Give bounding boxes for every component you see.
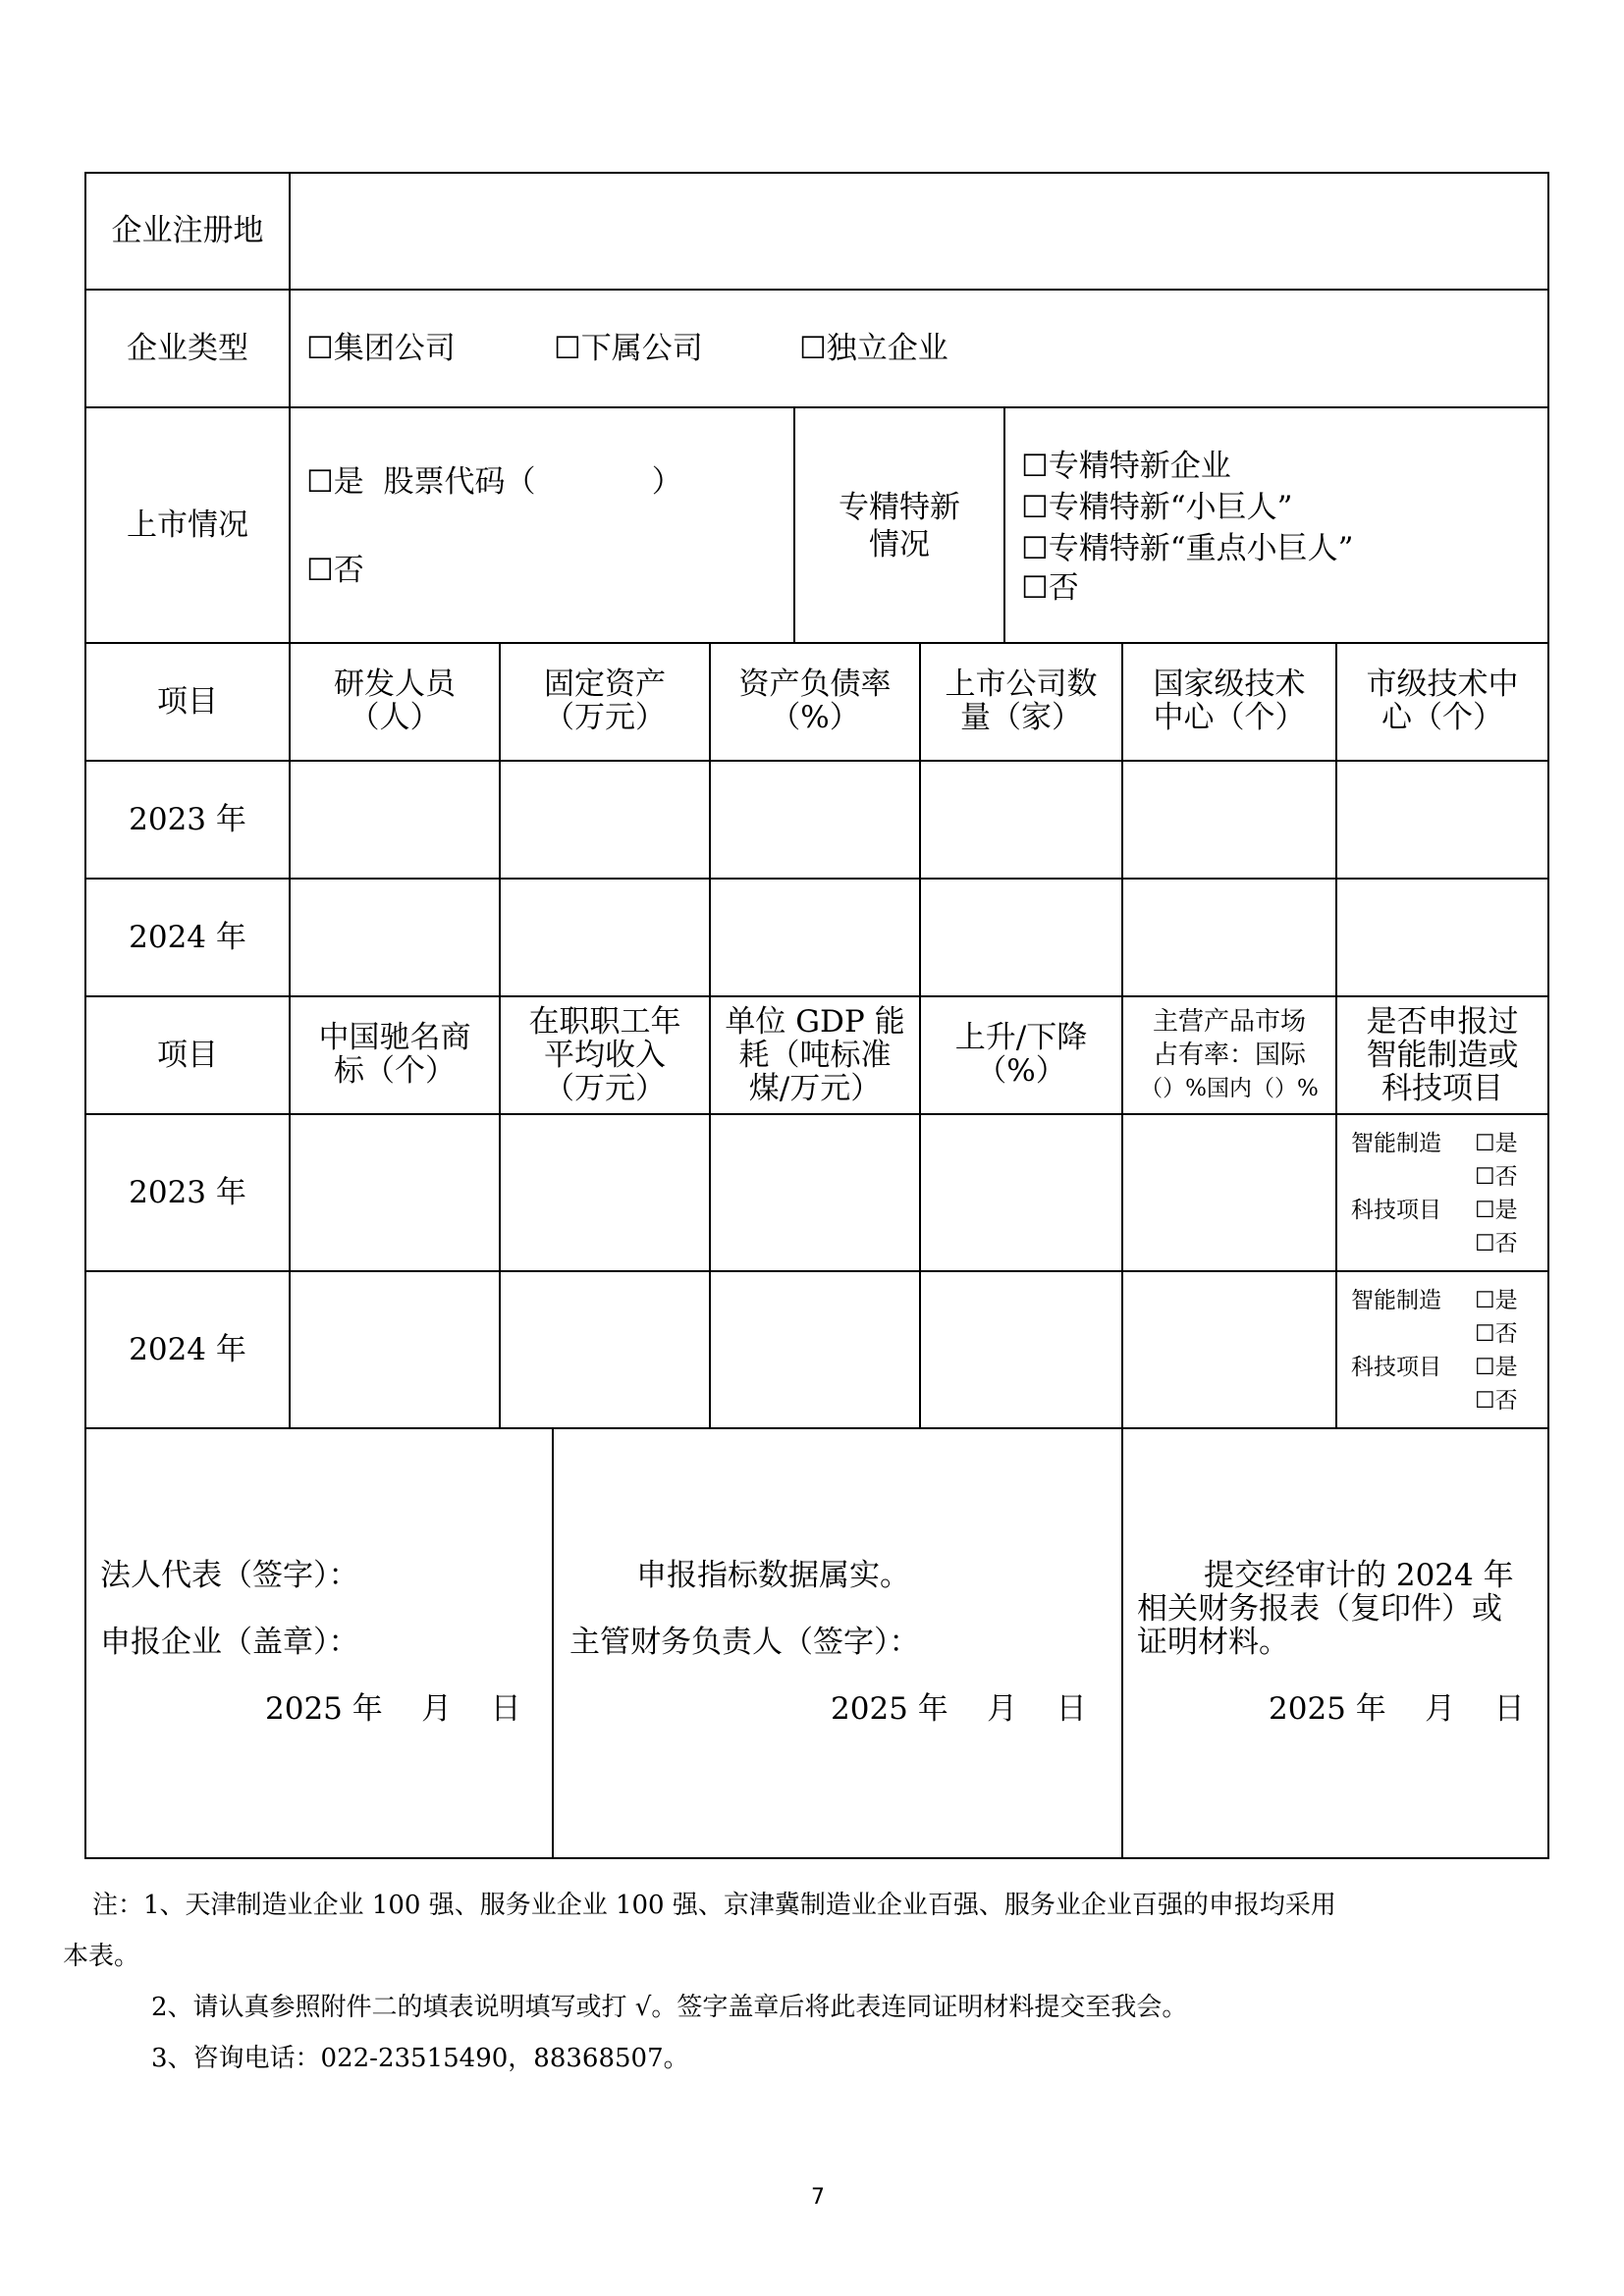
zjtx-option-enterprise[interactable]: ☐专精特新企业 xyxy=(1021,449,1231,484)
table2-row-2023-inputs[interactable] xyxy=(291,1115,1335,1270)
listing-yes-option[interactable]: ☐是 股票代码（ ） xyxy=(306,464,682,500)
smart-mfg-no-2024[interactable]: ☐否 xyxy=(1475,1321,1518,1347)
tech-project-no-2023[interactable]: ☐否 xyxy=(1475,1231,1518,1256)
zjtx-option-no[interactable]: ☐否 xyxy=(1021,570,1079,606)
table2-row-2024-inputs[interactable] xyxy=(291,1272,1335,1427)
listing-no-option[interactable]: ☐否 xyxy=(306,553,364,588)
tech-project-label-2024: 科技项目 xyxy=(1351,1355,1441,1380)
header-gdp-energy-2: 耗（吨标准 xyxy=(738,1038,892,1073)
submit-note-line3: 证明材料。 xyxy=(1137,1625,1289,1660)
smart-mfg-yes-2023[interactable]: ☐是 xyxy=(1475,1131,1518,1156)
zjtx-option-key-little-giant[interactable]: ☐专精特新“重点小巨人” xyxy=(1021,531,1354,566)
submit-note-line1: 提交经审计的 2024 年 xyxy=(1204,1558,1514,1593)
table1-row-2024-inputs[interactable] xyxy=(291,880,1547,995)
tech-project-no-2024[interactable]: ☐否 xyxy=(1475,1388,1518,1414)
zjtx-option-little-giant[interactable]: ☐专精特新“小巨人” xyxy=(1021,490,1293,525)
header-market-share-2: 占有率：国际 xyxy=(1152,1041,1306,1070)
table1-year-2024: 2024 年 xyxy=(129,920,246,955)
table1-year-2023: 2023 年 xyxy=(129,802,246,837)
header-change-unit: （%） xyxy=(976,1053,1066,1089)
header-fixed-assets-unit: （万元） xyxy=(544,700,666,735)
table2-item-label: 项目 xyxy=(157,1038,218,1073)
note-1-continued: 本表。 xyxy=(63,1942,140,1971)
header-gdp-energy: 单位 GDP 能 xyxy=(725,1004,905,1040)
header-avg-income-2: 平均收入 xyxy=(544,1038,666,1073)
company-seal[interactable]: 申报企业（盖章）： xyxy=(100,1625,359,1660)
zjtx-label-line2: 情况 xyxy=(869,527,930,562)
legal-rep-signature[interactable]: 法人代表（签字）： xyxy=(100,1558,359,1593)
header-listed-companies-unit: 量（家） xyxy=(960,700,1082,735)
header-avg-income-unit: （万元） xyxy=(544,1071,666,1106)
header-applied-project-2: 智能制造或 xyxy=(1366,1038,1519,1073)
header-market-share: 主营产品市场 xyxy=(1152,1007,1306,1037)
sign-date-2: 2025 年 月 日 xyxy=(831,1691,1087,1727)
note-1: 注：1、天津制造业企业 100 强、服务业企业 100 强、京津冀制造业企业百强、服务业企业百强的申报均采用 xyxy=(92,1891,1336,1920)
smart-mfg-label-2023: 智能制造 xyxy=(1351,1131,1441,1156)
submit-note-line2: 相关财务报表（复印件）或 xyxy=(1137,1591,1502,1627)
header-rd-staff: 研发人员 xyxy=(334,667,456,702)
grid-line xyxy=(1547,172,1549,1859)
header-national-tech-center: 国家级技术 xyxy=(1153,667,1306,702)
table1-row-2023-inputs[interactable] xyxy=(291,762,1547,878)
header-change: 上升/下降 xyxy=(954,1020,1088,1055)
header-fixed-assets: 固定资产 xyxy=(544,667,666,702)
zjtx-label-line1: 专精特新 xyxy=(839,490,960,525)
page-number: 7 xyxy=(811,2185,825,2210)
sign-date-1: 2025 年 月 日 xyxy=(265,1691,521,1727)
reg-place-input[interactable] xyxy=(291,174,1547,289)
header-gdp-energy-unit: 煤/万元） xyxy=(748,1071,882,1106)
grid-line xyxy=(84,1857,1549,1859)
note-2: 2、请认真参照附件二的填表说明填写或打 √。签字盖章后将此表连同证明材料提交至我会。 xyxy=(151,1993,1188,2022)
smart-mfg-label-2024: 智能制造 xyxy=(1351,1288,1441,1313)
header-listed-companies: 上市公司数 xyxy=(945,667,1098,702)
header-applied-project-3: 科技项目 xyxy=(1381,1071,1503,1106)
smart-mfg-yes-2024[interactable]: ☐是 xyxy=(1475,1288,1518,1313)
grid-line xyxy=(1121,1427,1123,1859)
grid-line xyxy=(84,1427,1549,1429)
grid-line xyxy=(84,289,1549,291)
grid-line xyxy=(552,1427,554,1859)
header-debt-ratio: 资产负债率 xyxy=(738,667,892,702)
header-market-share-3: （）%国内（）% xyxy=(1140,1076,1319,1101)
type-option-independent[interactable]: ☐独立企业 xyxy=(799,331,948,366)
reg-place-label: 企业注册地 xyxy=(111,213,264,248)
smart-mfg-no-2023[interactable]: ☐否 xyxy=(1475,1164,1518,1190)
finance-head-signature[interactable]: 主管财务负责人（签字）： xyxy=(569,1625,920,1660)
header-famous-trademark: 中国驰名商 xyxy=(318,1020,471,1055)
tech-project-label-2023: 科技项目 xyxy=(1351,1198,1441,1223)
grid-line xyxy=(84,172,86,1859)
grid-line xyxy=(1003,406,1005,644)
table2-year-2024: 2024 年 xyxy=(129,1332,246,1367)
header-national-tech-center-unit: 中心（个） xyxy=(1153,700,1306,735)
header-applied-project: 是否申报过 xyxy=(1366,1004,1519,1040)
table1-item-label: 项目 xyxy=(157,684,218,720)
tech-project-yes-2024[interactable]: ☐是 xyxy=(1475,1355,1518,1380)
grid-line xyxy=(84,995,1549,997)
header-city-tech-center-unit: 心（个） xyxy=(1381,700,1503,735)
type-option-group-company[interactable]: ☐集团公司 xyxy=(306,331,456,366)
table2-year-2023: 2023 年 xyxy=(129,1175,246,1210)
sign-date-3: 2025 年 月 日 xyxy=(1269,1691,1525,1727)
data-true-statement: 申报指标数据属实。 xyxy=(636,1558,910,1593)
type-option-subsidiary[interactable]: ☐下属公司 xyxy=(554,331,703,366)
grid-line xyxy=(84,406,1549,408)
header-debt-ratio-unit: （%） xyxy=(770,700,860,735)
grid-line xyxy=(84,642,1549,644)
tech-project-yes-2023[interactable]: ☐是 xyxy=(1475,1198,1518,1223)
header-avg-income: 在职职工年 xyxy=(528,1004,681,1040)
enterprise-type-label: 企业类型 xyxy=(127,331,248,366)
note-3: 3、咨询电话：022-23515490，88368507。 xyxy=(151,2044,689,2073)
header-rd-staff-unit: （人） xyxy=(349,700,441,735)
header-city-tech-center: 市级技术中 xyxy=(1366,667,1519,702)
listing-status-label: 上市情况 xyxy=(127,507,248,543)
header-famous-trademark-unit: 标（个） xyxy=(334,1053,456,1089)
